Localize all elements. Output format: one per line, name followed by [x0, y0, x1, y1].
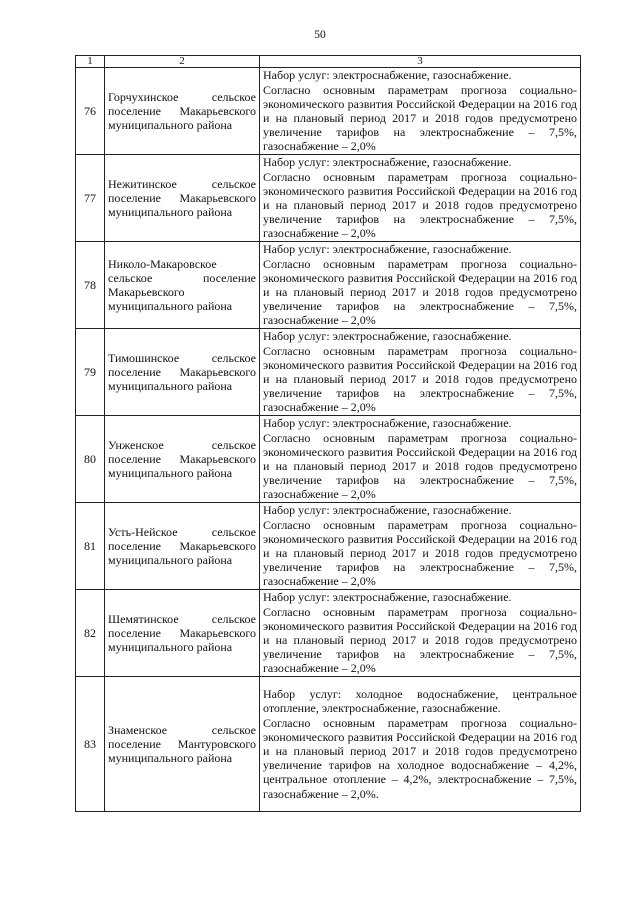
- row-number: 78: [76, 242, 105, 329]
- table-header-row: [76, 56, 581, 68]
- services-set: Набор услуг: электроснабжение, газоснабжение.: [263, 242, 512, 257]
- settlement-name: Шемятинское сельское поселение Макарьевского муниципального района: [105, 590, 260, 677]
- table-row: [76, 416, 581, 503]
- forecast-text: Согласно основным параметрам прогноза социально-экономического развития Российской Федерации на 2016 год и на плановый период 2017 и 2018 годов предусмотрено увеличение тарифов на электроснабжение – 7,5%, газоснабжение – 2,0%: [263, 256, 577, 328]
- tariff-description: [260, 416, 581, 503]
- page-number: 50: [314, 29, 326, 41]
- services-set: Набор услуг: электроснабжение, газоснабжение.: [263, 68, 512, 83]
- forecast-text: Согласно основным параметрам прогноза социально-экономического развития Российской Федерации на 2016 год и на плановый период 2017 и 2018 годов предусмотрено увеличение тарифов на электроснабжение – 7,5%, газоснабжение – 2,0%: [263, 517, 577, 589]
- services-set: Набор услуг: электроснабжение, газоснабжение.: [263, 155, 512, 170]
- settlement-name: Унженское сельское поселение Макарьевского муниципального района: [105, 416, 260, 503]
- tariff-description: [260, 677, 581, 812]
- row-number: 83: [76, 677, 105, 812]
- forecast-text: Согласно основным параметрам прогноза социально-экономического развития Российской Федерации на 2016 год и на плановый период 2017 и 2018 годов предусмотрено увеличение тарифов на электроснабжение – 7,5%, газоснабжение – 2,0%: [263, 604, 577, 676]
- row-number: 79: [76, 329, 105, 416]
- row-number: 76: [76, 68, 105, 155]
- settlement-name: Николо-Макаровское сельское поселение Макарьевского муниципального района: [105, 242, 260, 329]
- row-number: 82: [76, 590, 105, 677]
- services-set: Набор услуг: электроснабжение, газоснабжение.: [263, 503, 512, 518]
- tariff-table: [75, 55, 581, 812]
- row-number: 77: [76, 155, 105, 242]
- settlement-name: Нежитинское сельское поселение Макарьевского муниципального района: [105, 155, 260, 242]
- services-set: Набор услуг: электроснабжение, газоснабжение.: [263, 416, 512, 431]
- row-number: 81: [76, 503, 105, 590]
- forecast-text: Согласно основным параметрам прогноза социально-экономического развития Российской Федерации на 2016 год и на плановый период 2017 и 2018 годов предусмотрено увеличение тарифов на электроснабжение – 7,5%, газоснабжение – 2,0%: [263, 169, 577, 241]
- tariff-description: [260, 503, 581, 590]
- tariff-description: [260, 68, 581, 155]
- column-header-settlement: 2: [105, 56, 260, 68]
- tariff-description: [260, 329, 581, 416]
- settlement-name: Усть-Нейское сельское поселение Макарьевского муниципального района: [105, 503, 260, 590]
- services-set: Набор услуг: электроснабжение, газоснабжение.: [263, 329, 512, 344]
- table-row: [76, 329, 581, 416]
- forecast-text: Согласно основным параметрам прогноза социально-экономического развития Российской Федерации на 2016 год и на плановый период 2017 и 2018 годов предусмотрено увеличение тарифов на электроснабжение – 7,5%, газоснабжение – 2,0%: [263, 343, 577, 415]
- settlement-name: Тимошинское сельское поселение Макарьевского муниципального района: [105, 329, 260, 416]
- table-row: [76, 503, 581, 590]
- table-row: [76, 68, 581, 155]
- services-set: Набор услуг: электроснабжение, газоснабжение.: [263, 590, 512, 605]
- table-row: [76, 590, 581, 677]
- table-row: [76, 155, 581, 242]
- settlement-name: Знаменское сельское поселение Мантуровского муниципального района: [105, 677, 260, 812]
- row-number: 80: [76, 416, 105, 503]
- tariff-description: [260, 242, 581, 329]
- column-header-description: 3: [260, 56, 581, 68]
- tariff-description: [260, 590, 581, 677]
- tariff-description: [260, 155, 581, 242]
- column-header-number: 1: [76, 56, 105, 68]
- forecast-text: Согласно основным параметрам прогноза социально-экономического развития Российской Федерации на 2016 год и на плановый период 2017 и 2018 годов предусмотрено увеличение тарифов на электроснабжение – 7,5%, газоснабжение – 2,0%: [263, 430, 577, 502]
- services-set: Набор услуг: холодное водоснабжение, центральное отопление, электроснабжение, газоснабжение.: [263, 687, 577, 716]
- settlement-name: Горчухинское сельское поселение Макарьевского муниципального района: [105, 68, 260, 155]
- table-row: [76, 242, 581, 329]
- forecast-text: Согласно основным параметрам прогноза социально-экономического развития Российской Федерации на 2016 год и на плановый период 2017 и 2018 годов предусмотрено увеличение тарифов на холодное водоснабжение – 4,2%, центральное отопление – 4,2%, электроснабжение – 7,5%, газоснабжение – 2,0%.: [263, 715, 577, 801]
- forecast-text: Согласно основным параметрам прогноза социально-экономического развития Российской Федерации на 2016 год и на плановый период 2017 и 2018 годов предусмотрено увеличение тарифов на электроснабжение – 7,5%, газоснабжение – 2,0%: [263, 82, 577, 154]
- table-row: [76, 677, 581, 812]
